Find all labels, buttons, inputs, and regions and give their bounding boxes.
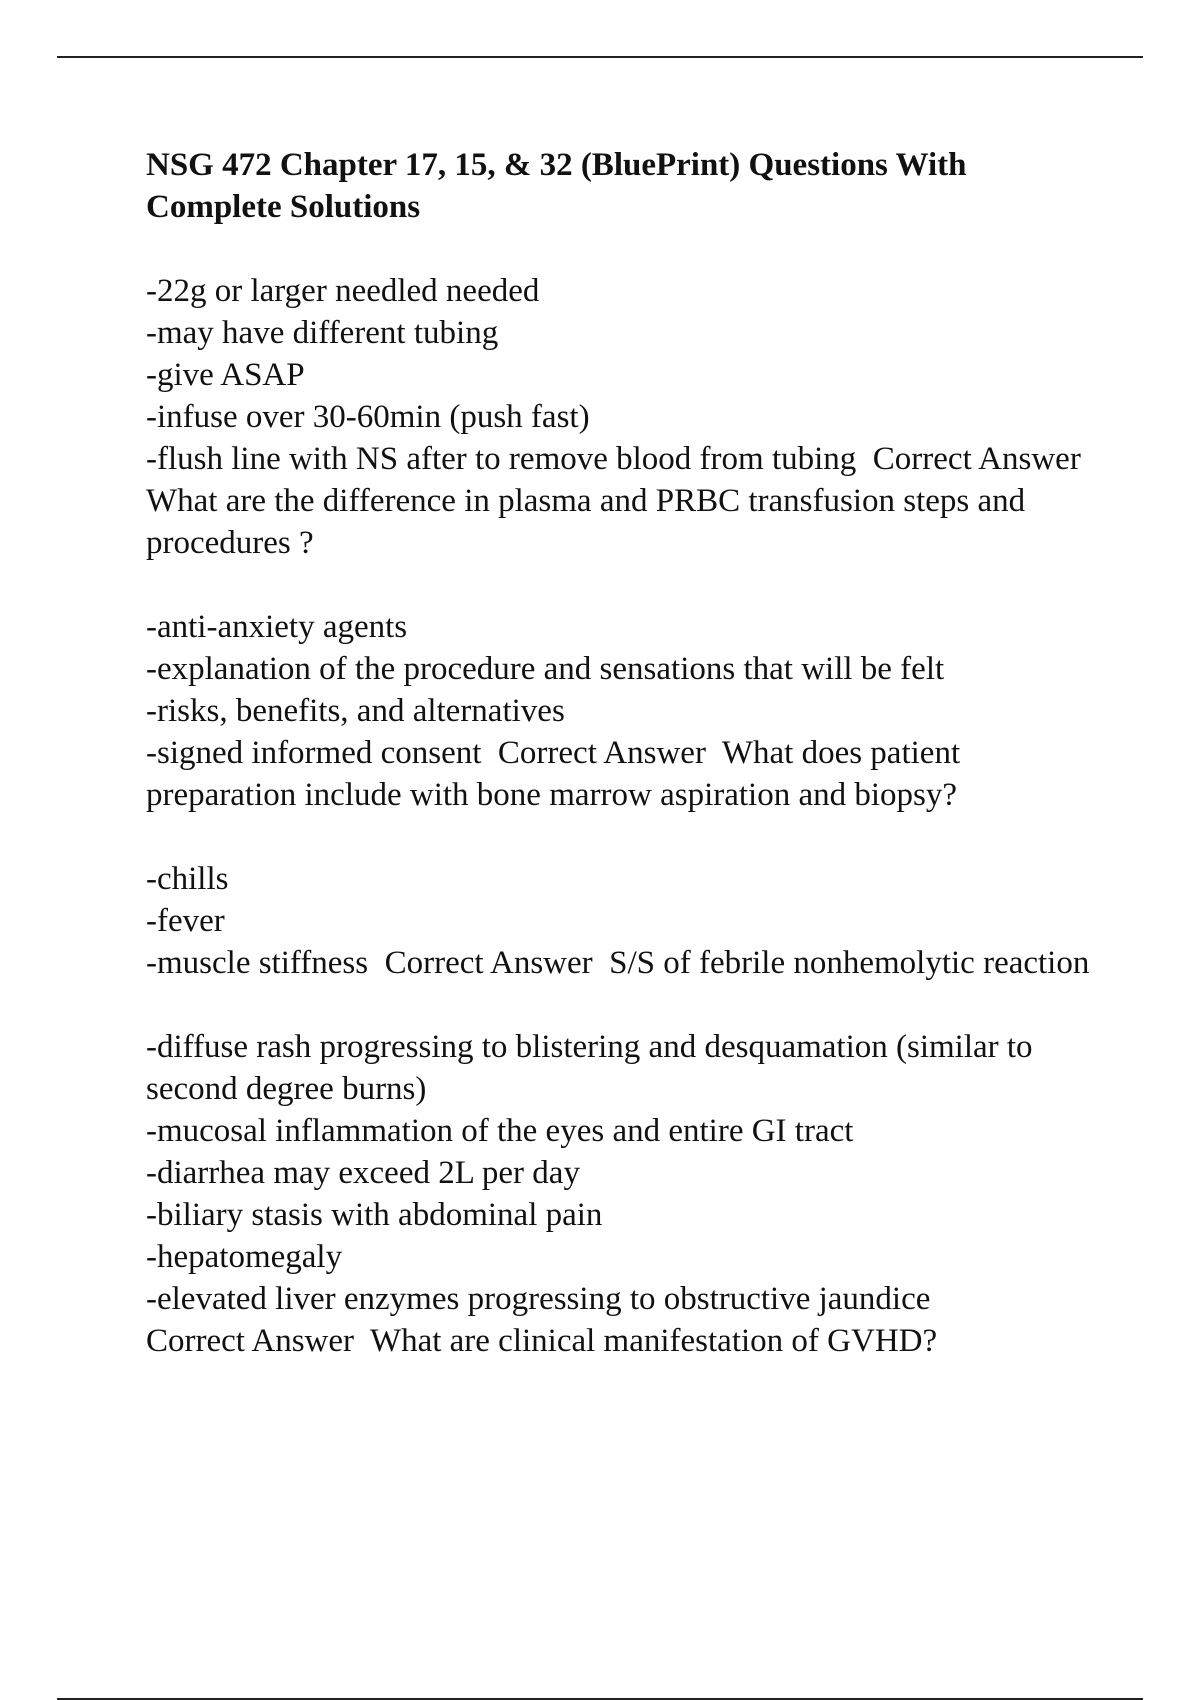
correct-answer-label: Correct Answer: [384, 945, 593, 981]
qa-entry: [146, 858, 1096, 984]
answer-question-line: [146, 438, 1096, 564]
answer-line: -give ASAP: [146, 357, 305, 393]
answer-line: -elevated liver enzymes progressing to obstructive jaundice: [146, 1281, 931, 1317]
answer-line: -diarrhea may exceed 2L per day: [146, 1155, 580, 1191]
answer-text: -muscle stiffness: [146, 945, 369, 981]
answer-line: -diffuse rash progressing to blistering and desquamation (similar to second degree burns): [146, 1029, 1041, 1107]
answer-line: -risks, benefits, and alternatives: [146, 693, 565, 729]
qa-entry: [146, 270, 1096, 564]
answer-line: -biliary stasis with abdominal pain: [146, 1197, 603, 1233]
answer-question-line: [146, 732, 1096, 816]
question-line: [146, 1320, 1096, 1362]
answer-line: -explanation of the procedure and sensations that will be felt: [146, 651, 945, 687]
qa-entry: [146, 606, 1096, 816]
answer-line: -anti-anxiety agents: [146, 609, 408, 645]
qa-entry: [146, 1026, 1096, 1362]
answer-line: -may have different tubing: [146, 315, 499, 351]
question-text: What does patient preparation include with bone marrow aspiration and biopsy?: [146, 735, 969, 813]
answer-line: -chills: [146, 861, 229, 897]
question-text: What are the difference in plasma and PRBC transfusion steps and procedures ?: [146, 483, 1034, 561]
answer-text: -signed informed consent: [146, 735, 482, 771]
correct-answer-label: Correct Answer: [146, 1323, 355, 1359]
answer-line: -infuse over 30-60min (push fast): [146, 399, 590, 435]
question-text: What are clinical manifestation of GVHD?: [369, 1323, 938, 1359]
answer-line: -22g or larger needled needed: [146, 273, 540, 309]
answer-line: -mucosal inflammation of the eyes and entire GI tract: [146, 1113, 854, 1149]
answer-line: -fever: [146, 903, 225, 939]
answer-text: -flush line with NS after to remove blood from tubing: [146, 441, 857, 477]
correct-answer-label: Correct Answer: [872, 441, 1081, 477]
answer-line: -hepatomegaly: [146, 1239, 343, 1275]
document-title: NSG 472 Chapter 17, 15, & 32 (BluePrint) Questions With Complete Solutions: [146, 147, 967, 225]
answer-question-line: [146, 942, 1096, 984]
question-text: S/S of febrile nonhemolytic reaction: [609, 945, 1090, 981]
top-divider: [57, 56, 1143, 58]
document-body: [146, 144, 1096, 1362]
correct-answer-label: Correct Answer: [497, 735, 706, 771]
